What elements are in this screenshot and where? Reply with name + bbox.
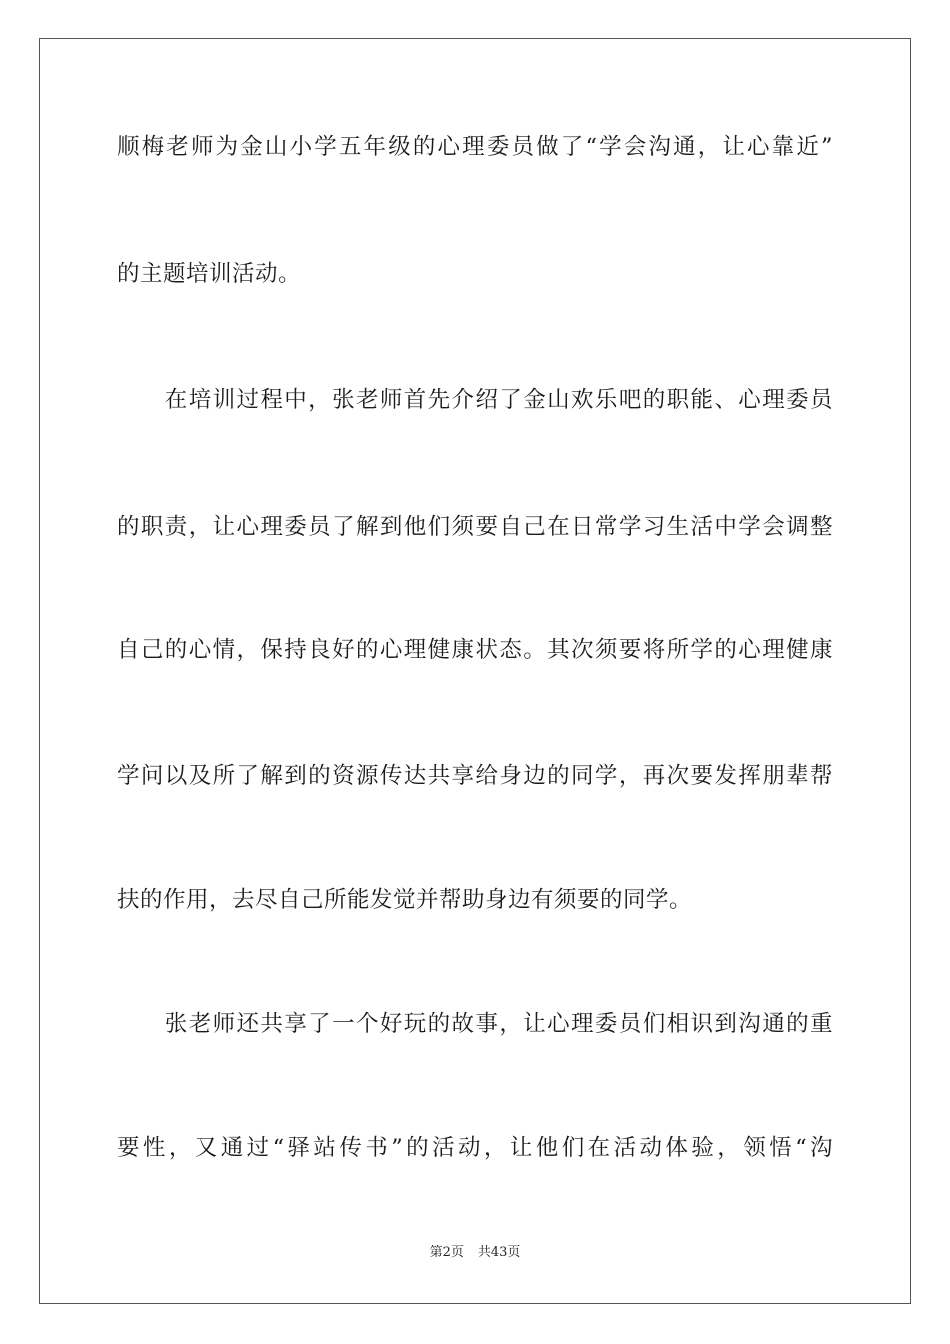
body-text-line-9: 要性，又通过“驿站传书”的活动，让他们在活动体验，领悟“沟	[117, 1135, 833, 1161]
body-text-line-8: 张老师还共享了一个好玩的故事，让心理委员们相识到沟通的重	[117, 1011, 833, 1037]
body-text-line-5: 自己的心情，保持良好的心理健康状态。其次须要将所学的心理健康	[117, 637, 833, 663]
body-text-line-3: 在培训过程中，张老师首先介绍了金山欢乐吧的职能、心理委员	[117, 387, 833, 413]
total-pages: 共43页	[477, 1245, 521, 1260]
body-text-line-2: 的主题培训活动。	[117, 261, 302, 287]
body-text-line-6: 学问以及所了解到的资源传达共享给身边的同学，再次要发挥朋辈帮	[117, 763, 833, 789]
body-text-line-1: 顺梅老师为金山小学五年级的心理委员做了“学会沟通，让心靠近”	[117, 134, 833, 160]
page-number: 第2页	[429, 1245, 464, 1260]
body-text-line-7: 扶的作用，去尽自己所能发觉并帮助身边有须要的同学。	[117, 887, 693, 913]
body-text-line-4: 的职责，让心理委员了解到他们须要自己在日常学习生活中学会调整	[117, 514, 833, 540]
page-footer	[0, 1244, 950, 1262]
page-border	[39, 38, 911, 1304]
